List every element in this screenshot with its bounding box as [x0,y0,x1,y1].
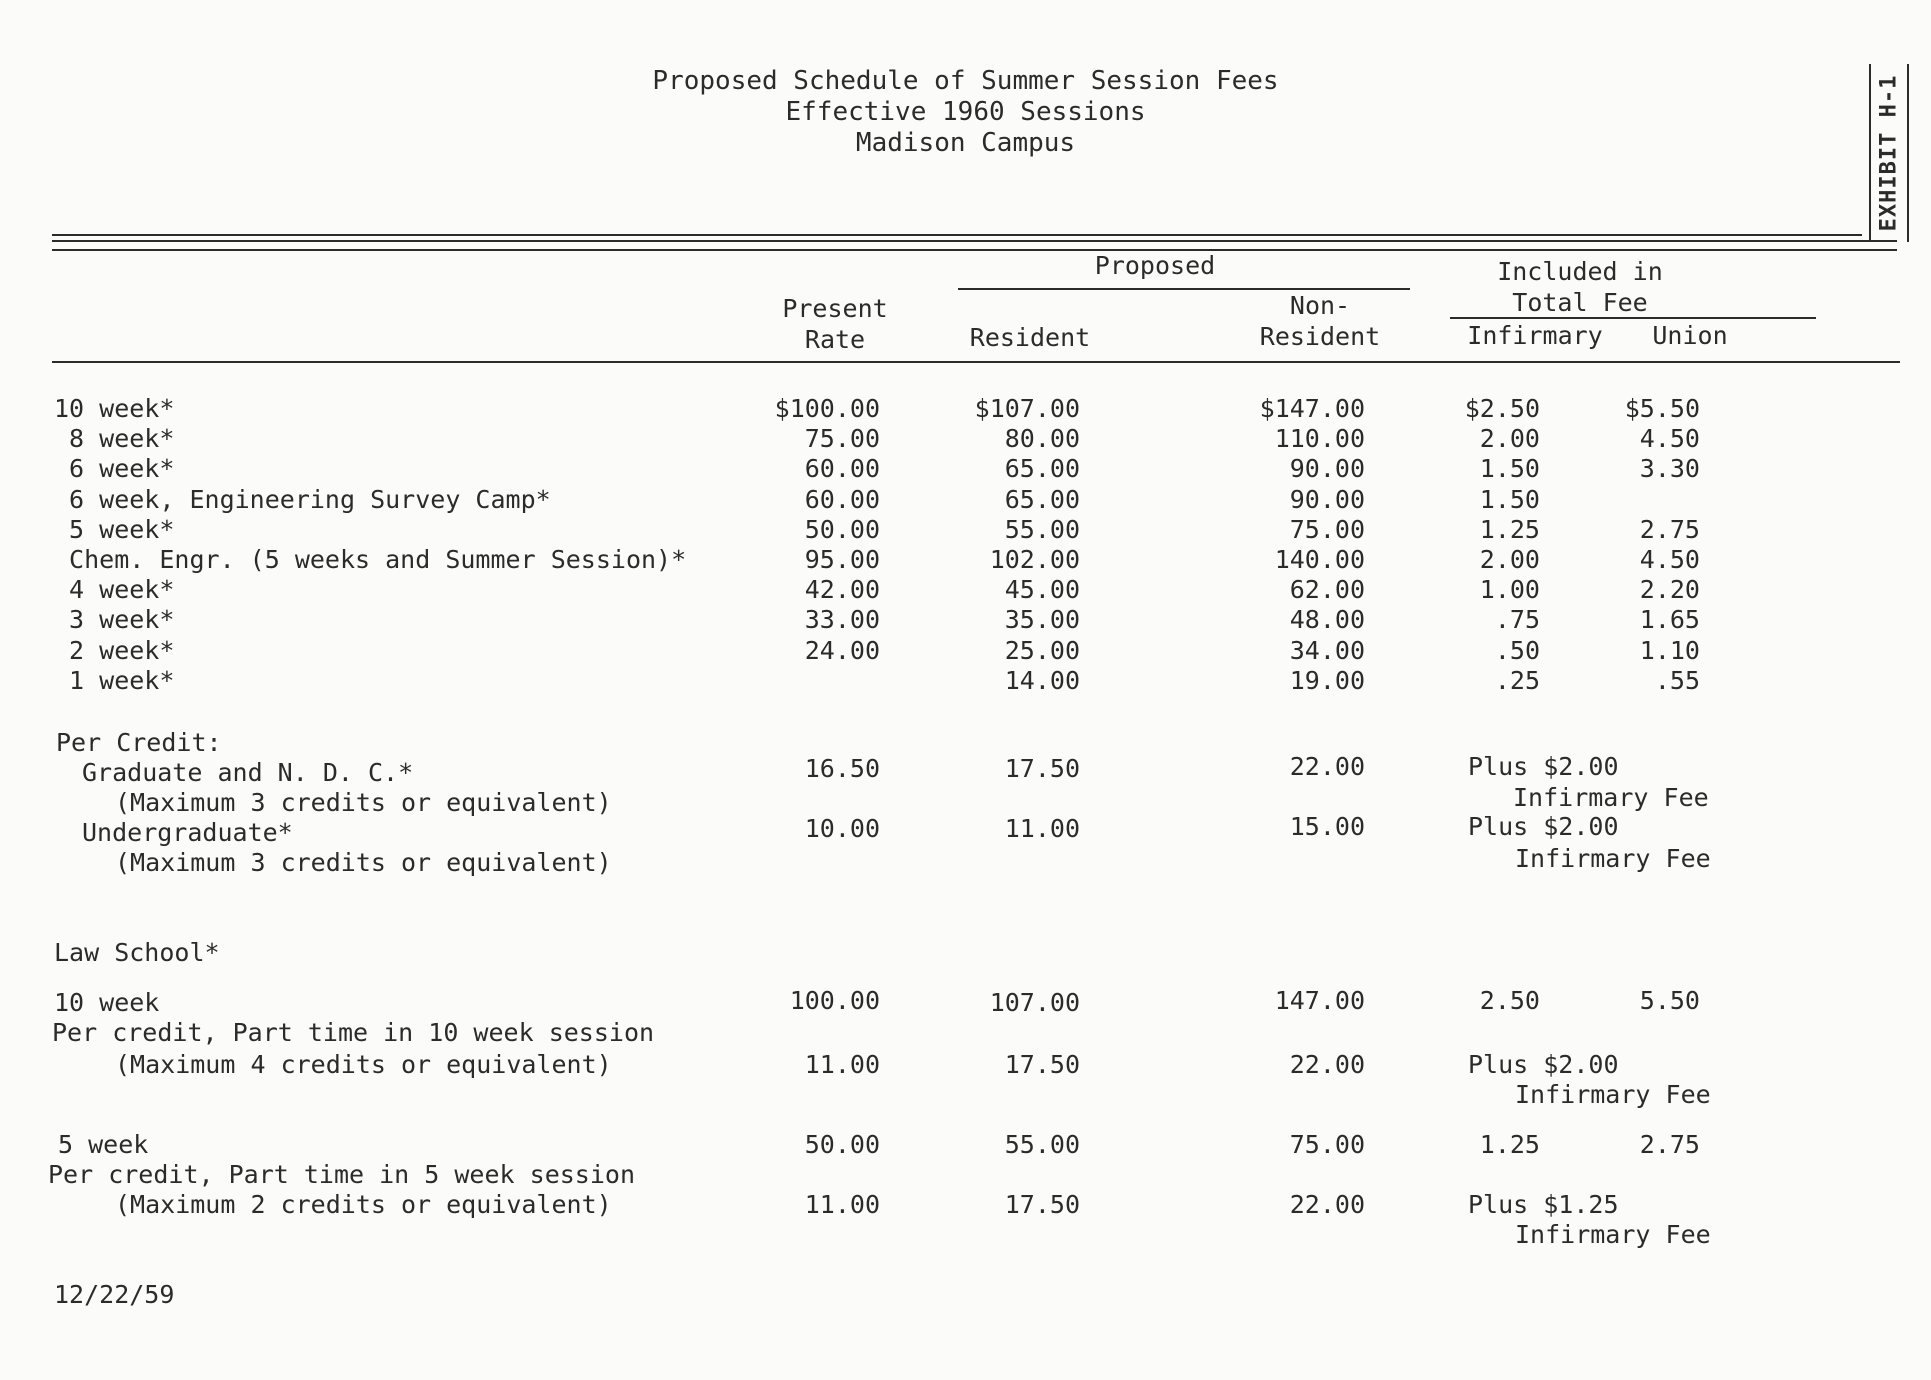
law-5-week-infirmary-plus: Plus $1.25 [1468,1190,1619,1219]
weekly-row-infirmary: 2.00 [1479,424,1540,453]
header-present-bottom: Rate [804,325,866,354]
weekly-row-present: 24.00 [804,636,880,665]
graduate-note: (Maximum 3 credits or equivalent) [115,788,612,817]
law-5-week-nonresident: 75.00 [1289,1130,1365,1159]
law-10-week-infirmary: 2.50 [1479,986,1540,1015]
weekly-row-present: 95.00 [804,545,880,574]
law-5-week-per-credit-nonresident: 22.00 [1289,1190,1365,1219]
weekly-row-nonresident: $147.00 [1259,394,1365,423]
graduate-label: Graduate and N. D. C.* [82,758,414,787]
weekly-row-resident: 25.00 [1004,636,1080,665]
weekly-row-nonresident: 19.00 [1289,666,1365,695]
weekly-row-resident: 102.00 [989,545,1080,574]
graduate-infirmary-fee: Infirmary Fee [1513,783,1709,812]
weekly-row-label: 5 week* [54,515,175,544]
weekly-row-present: 60.00 [804,454,880,483]
law-5-week-resident: 55.00 [1004,1130,1080,1159]
law-10-week-union: 5.50 [1639,986,1700,1015]
weekly-row-infirmary: .25 [1494,666,1540,695]
graduate-nonresident: 22.00 [1289,752,1365,781]
graduate-resident: 17.50 [1004,754,1080,783]
weekly-row-label: 6 week, Engineering Survey Camp* [54,485,551,514]
header-included-bottom: Total Fee [1512,288,1648,317]
law-5-week-per-credit-resident: 17.50 [1004,1190,1080,1219]
undergrad-infirmary-plus: Plus $2.00 [1468,812,1619,841]
weekly-row-nonresident: 140.00 [1274,545,1365,574]
weekly-row-union: $5.50 [1624,394,1700,423]
law-10-week-nonresident: 147.00 [1274,986,1365,1015]
weekly-row-present: 42.00 [804,575,880,604]
weekly-row-resident: 55.00 [1004,515,1080,544]
weekly-row-label: 3 week* [54,605,175,634]
header-infirmary: Infirmary [1467,321,1603,350]
weekly-row-nonresident: 48.00 [1289,605,1365,634]
law-school-heading: Law School* [54,938,220,967]
weekly-row-label: 6 week* [54,454,175,483]
law-5-week-per-credit-label: Per credit, Part time in 5 week session [48,1160,635,1189]
weekly-row-resident: 65.00 [1004,454,1080,483]
weekly-row-present: $100.00 [774,394,880,423]
law-10-week-per-credit-nonresident: 22.00 [1289,1050,1365,1079]
law-10-week-per-credit-note: (Maximum 4 credits or equivalent) [115,1050,612,1079]
weekly-row-resident: $107.00 [974,394,1080,423]
weekly-row-infirmary: .50 [1494,636,1540,665]
weekly-row-present: 75.00 [804,424,880,453]
weekly-row-label: 1 week* [54,666,175,695]
per-credit-heading: Per Credit: [56,728,222,757]
top-rule-3 [52,249,1897,251]
document-subtitle: Effective 1960 Sessions [785,97,1146,127]
weekly-row-nonresident: 90.00 [1289,485,1365,514]
weekly-row-infirmary: 1.25 [1479,515,1540,544]
undergrad-note: (Maximum 3 credits or equivalent) [115,848,612,877]
law-5-week-per-credit-note: (Maximum 2 credits or equivalent) [115,1190,612,1219]
weekly-row-union: 3.30 [1639,454,1700,483]
weekly-row-infirmary: .75 [1494,605,1540,634]
law-10-week-per-credit-resident: 17.50 [1004,1050,1080,1079]
header-resident: Resident [969,323,1091,352]
law-5-week-present: 50.00 [804,1130,880,1159]
weekly-row-resident: 80.00 [1004,424,1080,453]
weekly-row-union: 2.20 [1639,575,1700,604]
undergrad-label: Undergraduate* [82,818,293,847]
weekly-row-resident: 65.00 [1004,485,1080,514]
weekly-row-present: 33.00 [804,605,880,634]
exhibit-label-text: EXHIBIT H-1 [1876,74,1902,232]
weekly-row-nonresident: 62.00 [1289,575,1365,604]
weekly-row-union: 4.50 [1639,424,1700,453]
law-10-week-present: 100.00 [789,986,880,1015]
weekly-row-infirmary: 1.50 [1479,485,1540,514]
document-campus: Madison Campus [855,128,1076,158]
exhibit-label [1869,64,1909,242]
graduate-infirmary-plus: Plus $2.00 [1468,752,1619,781]
weekly-row-nonresident: 110.00 [1274,424,1365,453]
included-rule [1450,317,1816,319]
top-rule-2 [52,240,1897,242]
law-10-week-per-credit-present: 11.00 [804,1050,880,1079]
header-bottom-rule [52,361,1900,363]
undergrad-infirmary-fee: Infirmary Fee [1515,844,1711,873]
weekly-row-resident: 35.00 [1004,605,1080,634]
header-nonresident-top: Non- [1289,291,1351,320]
document-date: 12/22/59 [54,1280,175,1309]
header-present-top: Present [782,294,888,323]
header-union: Union [1652,321,1728,350]
weekly-row-resident: 14.00 [1004,666,1080,695]
weekly-row-union: 4.50 [1639,545,1700,574]
weekly-row-union: 1.10 [1639,636,1700,665]
top-rule-1 [52,234,1862,236]
weekly-row-resident: 45.00 [1004,575,1080,604]
header-proposed: Proposed [1094,251,1216,280]
law-10-week-infirmary-fee: Infirmary Fee [1515,1080,1711,1109]
weekly-row-infirmary: 1.00 [1479,575,1540,604]
undergrad-resident: 11.00 [1004,814,1080,843]
law-5-week-label: 5 week [58,1130,149,1159]
undergrad-present: 10.00 [804,814,880,843]
document-title: Proposed Schedule of Summer Session Fees [652,66,1279,96]
law-10-week-resident: 107.00 [989,988,1080,1017]
law-5-week-infirmary-fee: Infirmary Fee [1515,1220,1711,1249]
weekly-row-label: 4 week* [54,575,175,604]
header-nonresident-bottom: Resident [1259,322,1381,351]
law-10-week-label: 10 week [54,988,160,1017]
weekly-row-nonresident: 34.00 [1289,636,1365,665]
weekly-row-nonresident: 90.00 [1289,454,1365,483]
law-5-week-union: 2.75 [1639,1130,1700,1159]
weekly-row-infirmary: 2.00 [1479,545,1540,574]
weekly-row-union: 1.65 [1639,605,1700,634]
proposed-rule [958,288,1410,290]
weekly-row-label: 10 week* [54,394,175,423]
law-10-week-per-credit-label: Per credit, Part time in 10 week session [52,1018,655,1047]
weekly-row-union: .55 [1654,666,1700,695]
weekly-row-label: Chem. Engr. (5 weeks and Summer Session)* [54,545,687,574]
undergrad-nonresident: 15.00 [1289,812,1365,841]
weekly-row-label: 2 week* [54,636,175,665]
weekly-row-present: 50.00 [804,515,880,544]
header-included-top: Included in [1497,257,1663,286]
graduate-present: 16.50 [804,754,880,783]
weekly-row-infirmary: $2.50 [1464,394,1540,423]
weekly-row-label: 8 week* [54,424,175,453]
weekly-row-nonresident: 75.00 [1289,515,1365,544]
law-5-week-per-credit-present: 11.00 [804,1190,880,1219]
weekly-row-union: 2.75 [1639,515,1700,544]
law-10-week-infirmary-plus: Plus $2.00 [1468,1050,1619,1079]
law-5-week-infirmary: 1.25 [1479,1130,1540,1159]
weekly-row-present: 60.00 [804,485,880,514]
weekly-row-infirmary: 1.50 [1479,454,1540,483]
